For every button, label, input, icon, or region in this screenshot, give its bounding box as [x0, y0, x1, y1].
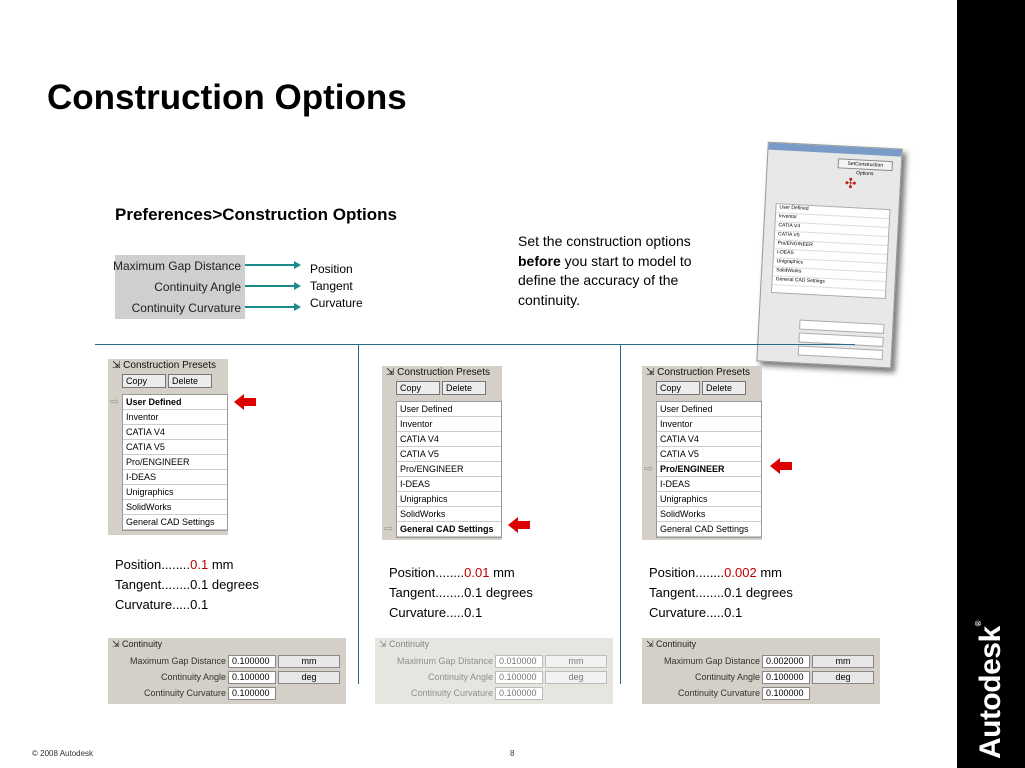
- presets-panel: [108, 359, 228, 535]
- page-number: 8: [510, 749, 515, 758]
- selection-pointer-icon: ⇨: [384, 523, 394, 535]
- list-item: SolidWorks: [773, 267, 886, 282]
- preset-pro-engineer[interactable]: Pro/ENGINEER: [123, 455, 227, 470]
- brand-sidebar: [957, 0, 1025, 768]
- construction-icon: ✣: [844, 174, 857, 192]
- slide-subtitle: Preferences>Construction Options: [115, 205, 397, 224]
- copy-button[interactable]: Copy: [396, 381, 440, 395]
- instruction-note: Set the construction options before you start to model to define the accuracy of the continuity.: [518, 233, 692, 308]
- max-gap-field[interactable]: 0.002000: [762, 655, 810, 668]
- continuity-curvature-field[interactable]: 0.100000: [228, 687, 276, 700]
- max-gap-field[interactable]: 0.100000: [228, 655, 276, 668]
- presets-list: [122, 394, 228, 531]
- tangent-label: Tangent: [310, 279, 353, 293]
- preset-catia-v4[interactable]: CATIA V4: [657, 432, 761, 447]
- preset-catia-v5[interactable]: CATIA V5: [657, 447, 761, 462]
- curvature-label: Curvature: [310, 296, 363, 310]
- divider-horizontal: [95, 344, 855, 345]
- continuity-curvature-field[interactable]: 0.100000: [762, 687, 810, 700]
- red-arrow-icon: [770, 458, 792, 474]
- delete-button[interactable]: Delete: [442, 381, 486, 395]
- values-block: Position........0.1 mm Tangent........0.1 degrees Curvature.....0.1: [115, 557, 259, 612]
- preset-user-defined[interactable]: User Defined: [657, 402, 761, 417]
- copyright-footer: © 2008 Autodesk: [32, 749, 94, 758]
- preset-general-cad[interactable]: General CAD Settings: [397, 522, 501, 537]
- preset-inventor[interactable]: Inventor: [397, 417, 501, 432]
- preset-i-deas[interactable]: I-DEAS: [123, 470, 227, 485]
- delete-button[interactable]: Delete: [168, 374, 212, 388]
- continuity-panel: ⇲ Continuity Maximum Gap Distance 0.010000 mm Continuity Angle 0.100000 deg Continuity Curvature 0.100000: [375, 638, 613, 704]
- list-item: Pro/ENGINEER: [774, 240, 887, 255]
- continuity-angle-field[interactable]: 0.100000: [228, 671, 276, 684]
- presets-list: [396, 401, 502, 538]
- mapping-arrow-line: [245, 264, 295, 266]
- preset-catia-v5[interactable]: CATIA V5: [123, 440, 227, 455]
- list-item: CATIA V5: [775, 231, 888, 246]
- continuity-angle-label: Continuity Angle: [154, 280, 241, 294]
- divider-vertical: [620, 344, 621, 684]
- max-gap-field[interactable]: 0.010000: [495, 655, 543, 668]
- preset-inventor[interactable]: Inventor: [123, 410, 227, 425]
- max-gap-label: Maximum Gap Distance: [112, 259, 241, 273]
- unit-selector[interactable]: mm: [812, 655, 874, 668]
- selection-pointer-icon: ⇨: [644, 463, 654, 475]
- unit-selector[interactable]: deg: [545, 671, 607, 684]
- list-item: I-DEAS: [774, 249, 887, 264]
- presets-header: ⇲ Construction Presets: [112, 360, 216, 371]
- preset-pro-engineer[interactable]: Pro/ENGINEER: [657, 462, 761, 477]
- mapping-arrow-head: [294, 261, 301, 269]
- preset-solidworks[interactable]: SolidWorks: [397, 507, 501, 522]
- autodesk-logo: Autodesk®: [974, 620, 1007, 760]
- copy-button[interactable]: Copy: [656, 381, 700, 395]
- thumbnail-field: [799, 320, 884, 334]
- preferences-labels-box: [112, 255, 245, 319]
- preset-unigraphics[interactable]: Unigraphics: [397, 492, 501, 507]
- preset-user-defined[interactable]: User Defined: [123, 395, 227, 410]
- presets-header: ⇲ Construction Presets: [646, 367, 750, 378]
- thumbnail-preset-list: [771, 203, 891, 299]
- list-item: CATIA V4: [775, 222, 888, 237]
- copy-button[interactable]: Copy: [122, 374, 166, 388]
- presets-panel: [642, 366, 762, 540]
- preset-user-defined[interactable]: User Defined: [397, 402, 501, 417]
- unit-selector[interactable]: mm: [545, 655, 607, 668]
- unit-selector[interactable]: deg: [812, 671, 874, 684]
- preset-i-deas[interactable]: I-DEAS: [657, 477, 761, 492]
- preset-i-deas[interactable]: I-DEAS: [397, 477, 501, 492]
- slide-title: Construction Options: [47, 78, 407, 117]
- list-item: Inventor: [776, 213, 889, 228]
- preset-general-cad[interactable]: General CAD Settings: [657, 522, 761, 537]
- mapping-arrow-line: [245, 285, 295, 287]
- preset-catia-v4[interactable]: CATIA V4: [123, 425, 227, 440]
- continuity-curvature-field[interactable]: 0.100000: [495, 687, 543, 700]
- dialog-titlebar: [768, 143, 901, 157]
- preset-catia-v4[interactable]: CATIA V4: [397, 432, 501, 447]
- continuity-angle-field[interactable]: 0.100000: [495, 671, 543, 684]
- presets-panel: [382, 366, 502, 540]
- list-item: General CAD Settings: [772, 276, 885, 291]
- preset-pro-engineer[interactable]: Pro/ENGINEER: [397, 462, 501, 477]
- preset-solidworks[interactable]: SolidWorks: [657, 507, 761, 522]
- thumbnail-field: [798, 345, 883, 359]
- preset-unigraphics[interactable]: Unigraphics: [123, 485, 227, 500]
- set-construction-options-button: SetConstruction Options: [838, 158, 893, 171]
- position-label: Position: [310, 262, 353, 276]
- list-item: User Defined: [776, 204, 889, 219]
- unit-selector[interactable]: mm: [278, 655, 340, 668]
- presets-header: ⇲ Construction Presets: [386, 367, 490, 378]
- preset-solidworks[interactable]: SolidWorks: [123, 500, 227, 515]
- mapping-arrow-line: [245, 306, 295, 308]
- mapping-arrow-head: [294, 282, 301, 290]
- mapping-arrow-head: [294, 303, 301, 311]
- unit-selector[interactable]: deg: [278, 671, 340, 684]
- preset-inventor[interactable]: Inventor: [657, 417, 761, 432]
- values-block: Position........0.002 mm Tangent........0.1 degrees Curvature.....0.1: [649, 565, 793, 620]
- delete-button[interactable]: Delete: [702, 381, 746, 395]
- construction-options-dialog-thumbnail: [756, 142, 902, 369]
- red-arrow-icon: [234, 394, 256, 410]
- continuity-panel: ⇲ Continuity Maximum Gap Distance 0.100000 mm Continuity Angle 0.100000 deg Continuity Curvature 0.100000: [108, 638, 346, 704]
- values-block: Position........0.01 mm Tangent........0.1 degrees Curvature.....0.1: [389, 565, 533, 620]
- continuity-panel: ⇲ Continuity Maximum Gap Distance 0.002000 mm Continuity Angle 0.100000 deg Continuity Curvature 0.100000: [642, 638, 880, 704]
- preset-unigraphics[interactable]: Unigraphics: [657, 492, 761, 507]
- list-item: Unigraphics: [773, 258, 886, 273]
- presets-list: [656, 401, 762, 538]
- preset-general-cad[interactable]: General CAD Settings: [123, 515, 227, 530]
- selection-pointer-icon: ⇨: [110, 396, 120, 408]
- divider-vertical: [358, 344, 359, 684]
- preset-catia-v5[interactable]: CATIA V5: [397, 447, 501, 462]
- continuity-curvature-label: Continuity Curvature: [131, 301, 241, 315]
- continuity-angle-field[interactable]: 0.100000: [762, 671, 810, 684]
- red-arrow-icon: [508, 517, 530, 533]
